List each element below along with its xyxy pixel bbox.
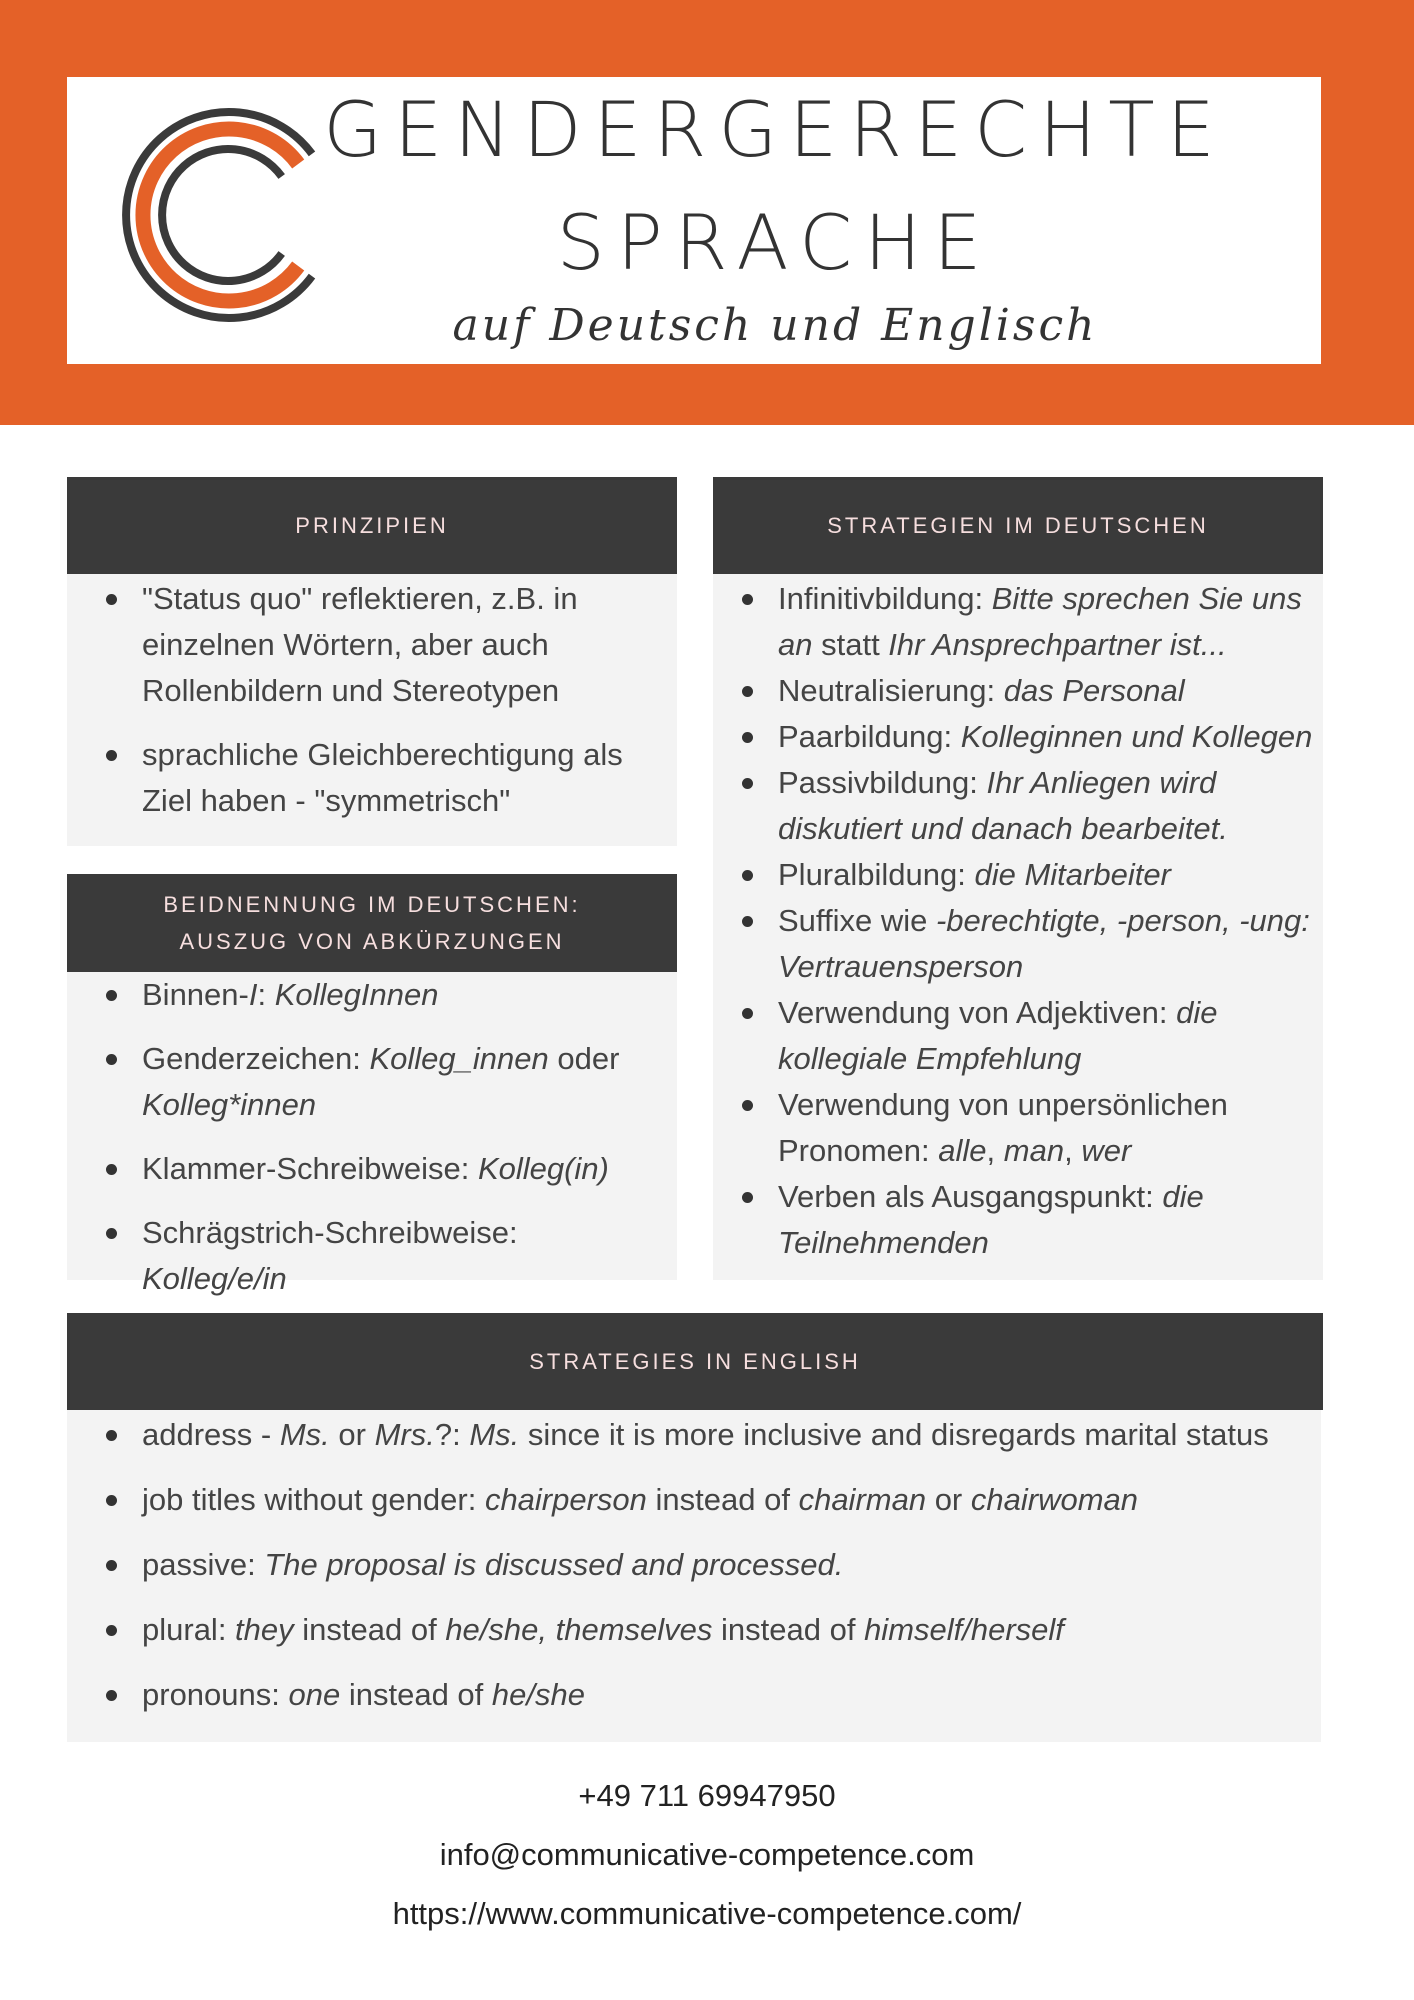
- list-item: [722, 852, 1322, 898]
- list-item-text: they: [235, 1612, 294, 1647]
- list-item-text: Klammer-Schreibweise:: [142, 1151, 478, 1186]
- list-item: [86, 1542, 1326, 1588]
- list-item-text: oder: [548, 1041, 620, 1076]
- list-item-text: KollegInnen: [274, 977, 439, 1012]
- list-item-text: job titles without gender:: [142, 1482, 485, 1517]
- list-item: [86, 1210, 666, 1302]
- list-item-text: statt: [812, 627, 889, 662]
- list-item-text: chairman: [798, 1482, 927, 1517]
- prinzipien-heading: [67, 477, 677, 574]
- list-item-text: Schrägstrich-Schreibweise:: [142, 1215, 518, 1250]
- list-item-text: Ihr Anliegen wird diskutiert und danach bearbeitet.: [778, 765, 1228, 846]
- list-item-text: Binnen-: [142, 977, 249, 1012]
- list-item: [722, 898, 1322, 990]
- list-item-text: Kolleg*innen: [142, 1087, 317, 1122]
- beidnennung-heading: [67, 874, 677, 972]
- beidnennung-heading-line-1: BEIDNENNUNG IM DEUTSCHEN:: [163, 892, 581, 917]
- list-item-text: die kollegiale Empfehlung: [778, 995, 1218, 1076]
- list-item: [86, 1036, 666, 1128]
- beidnennung-heading-line-2: AUSZUG VON ABKÜRZUNGEN: [179, 929, 565, 954]
- list-item-text: pronouns:: [142, 1677, 289, 1712]
- list-item: [722, 1174, 1322, 1266]
- list-item-text: Pluralbildung:: [778, 857, 975, 892]
- list-item-text: man: [1003, 1133, 1065, 1168]
- list-item-text: instead of: [293, 1612, 446, 1647]
- list-item-text: or: [329, 1417, 375, 1452]
- list-item-text: plural:: [142, 1612, 236, 1647]
- strategies-en-panel: [67, 1410, 1321, 1742]
- contact-email[interactable]: info@communicative-competence.com: [439, 1837, 975, 1872]
- list-item-text: Verben als Ausgangspunkt:: [778, 1179, 1163, 1214]
- list-item-text: chairwoman: [970, 1482, 1138, 1517]
- prinzipien-panel: [67, 574, 677, 846]
- list-item-text: passive:: [142, 1547, 265, 1582]
- page-subtitle: auf Deutsch und Englisch: [452, 300, 1098, 351]
- list-item-text: Verwendung von Adjektiven:: [778, 995, 1177, 1030]
- prinzipien-heading-text: PRINZIPIEN: [295, 513, 449, 538]
- page-title-line-2: SPRACHE: [556, 198, 994, 287]
- concentric-c-logo-icon: [105, 100, 330, 330]
- list-item: [86, 972, 666, 1018]
- list-item: [86, 1477, 1326, 1523]
- list-item-text: I: [248, 977, 258, 1012]
- list-item-text: ,: [1064, 1133, 1082, 1168]
- strategies-en-heading: [67, 1313, 1323, 1410]
- list-item: [86, 732, 661, 824]
- list-item-text: Mrs.: [374, 1417, 435, 1452]
- list-item-text: he/she, themselves: [445, 1612, 713, 1647]
- list-item-text: Genderzeichen:: [142, 1041, 370, 1076]
- list-item-text: instead of: [340, 1677, 492, 1712]
- list-item-text: Neutralisierung:: [778, 673, 1004, 708]
- list-item-text: Kolleg_innen: [369, 1041, 549, 1076]
- list-item-text: instead of: [712, 1612, 865, 1647]
- list-item: [722, 576, 1322, 668]
- beidnennung-panel: [67, 972, 677, 1296]
- list-item: [86, 1146, 666, 1192]
- list-item: [86, 1672, 1326, 1718]
- list-item-text: die Mitarbeiter: [974, 857, 1171, 892]
- list-item: [86, 576, 661, 714]
- contact-phone[interactable]: +49 711 69947950: [578, 1778, 836, 1813]
- list-item: [722, 668, 1322, 714]
- strategies-en-list: [86, 1412, 1326, 1737]
- strategien-de-panel: [713, 574, 1323, 1280]
- list-item-text: :: [257, 977, 275, 1012]
- list-item-text: ?:: [434, 1417, 470, 1452]
- list-item-text: Passivbildung:: [778, 765, 987, 800]
- list-item-text: alle: [938, 1133, 987, 1168]
- list-item-text: Kolleginnen und Kollegen: [960, 719, 1313, 754]
- beidnennung-list: [86, 972, 666, 1320]
- strategien-de-heading-text: STRATEGIEN IM DEUTSCHEN: [827, 513, 1209, 538]
- list-item-text: one: [288, 1677, 341, 1712]
- list-item-text: die Teilnehmenden: [778, 1179, 1204, 1260]
- prinzipien-list: [86, 576, 661, 842]
- list-item-text: das Personal: [1003, 673, 1185, 708]
- list-item-text: or: [926, 1482, 971, 1517]
- page-title-line-1: GENDERGERECHTE: [323, 85, 1227, 174]
- list-item-text: The proposal is discussed and processed.: [264, 1547, 844, 1582]
- list-item-text: Kolleg(in): [477, 1151, 609, 1186]
- list-item-text: Verwendung von unpersönlichen Pronomen:: [778, 1087, 1228, 1168]
- list-item-text: Ms.: [279, 1417, 330, 1452]
- list-item-text: Ihr Ansprechpartner ist...: [888, 627, 1227, 662]
- list-item-text: "Status quo" reflektieren, z.B. in einzelnen Wörtern, aber auch Rollenbildern und Stereotypen: [142, 581, 578, 708]
- contact-website[interactable]: https://www.communicative-competence.com/: [392, 1896, 1022, 1931]
- list-item: [722, 760, 1322, 852]
- strategien-de-list: [722, 576, 1322, 1266]
- list-item-text: Bitte sprechen Sie uns an: [778, 581, 1302, 662]
- list-item-text: he/she: [491, 1677, 585, 1712]
- list-item-text: Infinitivbildung:: [778, 581, 992, 616]
- strategien-de-heading: [713, 477, 1323, 574]
- list-item: [86, 1412, 1326, 1458]
- list-item: [722, 990, 1322, 1082]
- list-item-text: Suffixe wie: [778, 903, 936, 938]
- list-item: [86, 1607, 1326, 1653]
- list-item-text: ,: [986, 1133, 1004, 1168]
- strategies-en-heading-text: STRATEGIES IN ENGLISH: [529, 1349, 861, 1374]
- list-item-text: Ms.: [469, 1417, 520, 1452]
- list-item: [722, 1082, 1322, 1174]
- list-item-text: Kolleg/e/in: [142, 1261, 287, 1296]
- list-item-text: instead of: [646, 1482, 799, 1517]
- list-item-text: since it is more inclusive and disregards marital status: [519, 1417, 1269, 1452]
- list-item-text: himself/herself: [864, 1612, 1064, 1647]
- list-item-text: Paarbildung:: [778, 719, 961, 754]
- list-item-text: sprachliche Gleichberechtigung als Ziel haben - "symmetrisch": [142, 737, 623, 818]
- list-item: [722, 714, 1322, 760]
- list-item-text: address -: [142, 1417, 280, 1452]
- list-item-text: -berechtigte, -person, -ung: Vertrauensperson: [778, 903, 1310, 984]
- list-item-text: chairperson: [484, 1482, 647, 1517]
- list-item-text: wer: [1081, 1133, 1132, 1168]
